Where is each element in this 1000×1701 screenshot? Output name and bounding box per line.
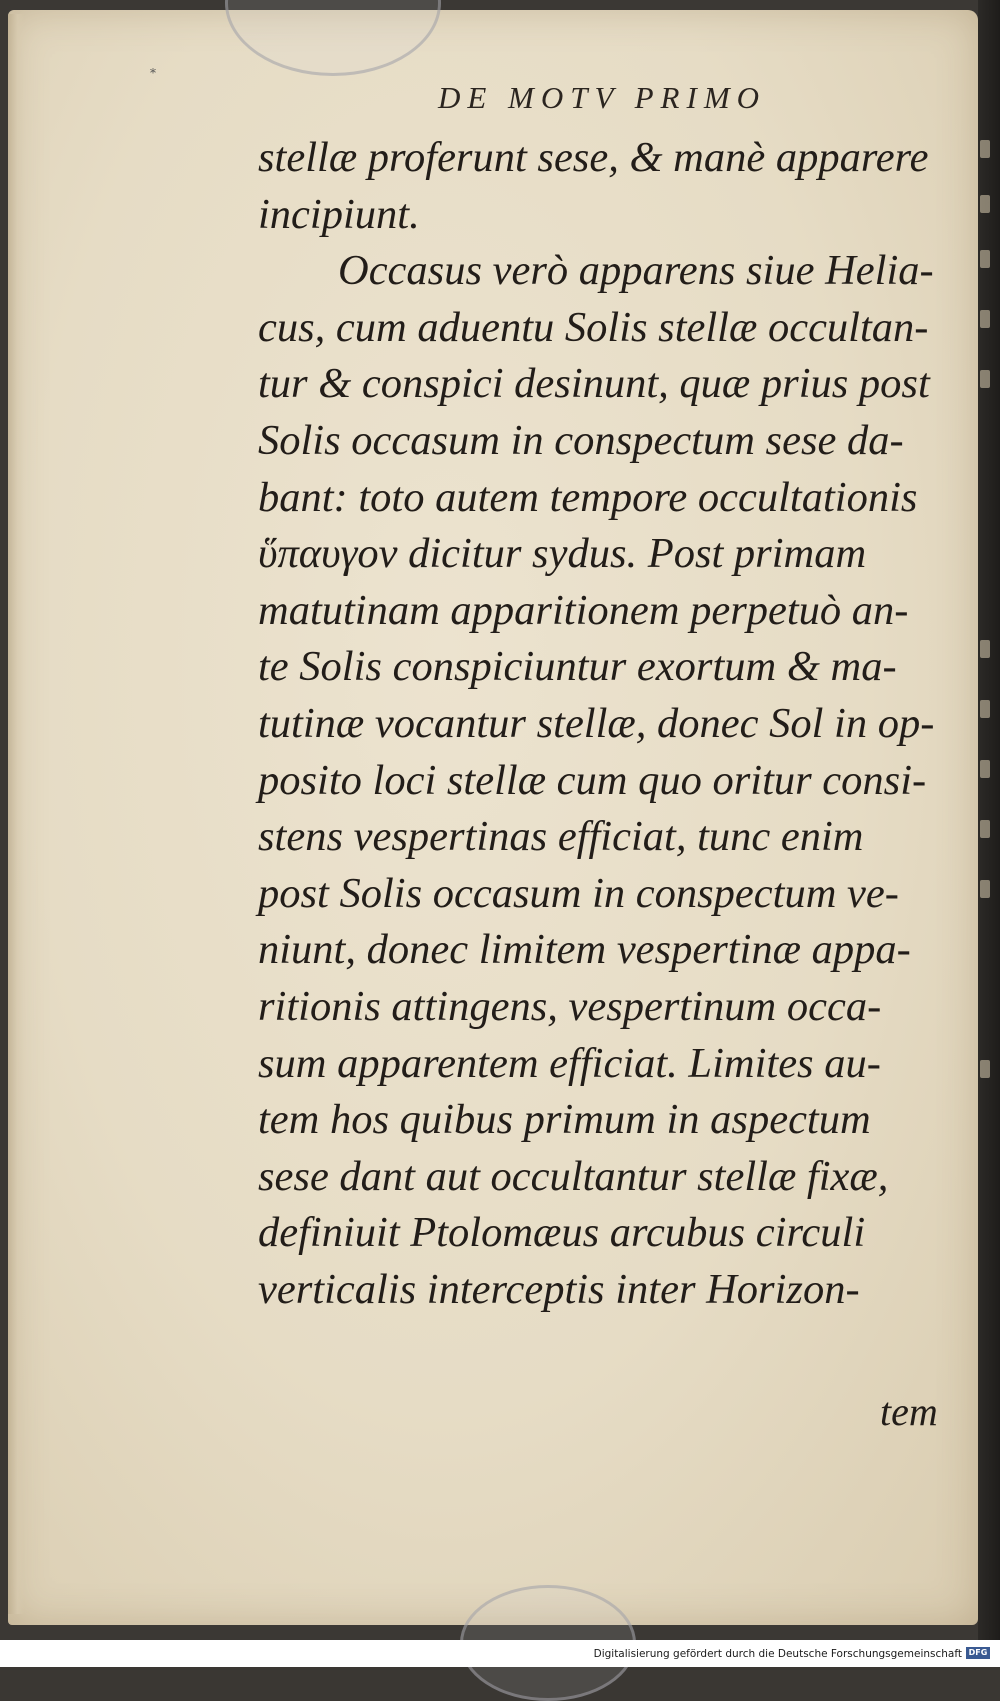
text-line: te Solis conspiciuntur exortum & ma- <box>258 643 897 691</box>
text-line: posito loci stellæ cum quo oritur consi- <box>258 756 927 804</box>
text-line: tur & conspici desinunt, quæ prius post <box>258 360 930 408</box>
funding-notice: Digitalisierung gefördert durch die Deutsche Forschungsgemeinschaft <box>593 1648 962 1660</box>
body-text <box>258 130 948 1318</box>
text-line: stellæ proferunt sese, & manè apparere <box>258 134 929 181</box>
text-line: ritionis attingens, vespertinum occa- <box>258 982 882 1030</box>
text-line: stens vespertinas efficiat, tunc enim <box>258 813 864 861</box>
facing-page-edge <box>978 0 1000 1640</box>
text-line: Occasus verò apparens siue Helia- <box>338 247 934 295</box>
text-line: sese dant aut occultantur stellæ fixæ, <box>258 1152 889 1200</box>
text-line: cus, cum aduentu Solis stellæ occultan- <box>258 303 929 351</box>
text-line: incipiunt. <box>258 190 420 238</box>
page-gutter-shadow <box>8 14 24 1614</box>
text-line: matutinam apparitionem perpetuò an- <box>258 586 909 634</box>
text-line: verticalis interceptis inter Horizon- <box>258 1265 860 1313</box>
text-line: bant: toto autem tempore occultationis <box>258 473 918 521</box>
text-line: tutinæ vocantur stellæ, donec Sol in op- <box>258 699 935 747</box>
text-line: sum apparentem efficiat. Limites au- <box>258 1039 881 1087</box>
running-head: DE MOTV PRIMO <box>437 80 767 115</box>
dfg-logo-icon: DFG <box>966 1647 990 1659</box>
catchword: tem <box>880 1389 938 1434</box>
digitization-footer <box>0 1640 1000 1667</box>
text-line: post Solis occasum in conspectum ve- <box>258 869 899 917</box>
text-line: niunt, donec limitem vespertinæ appa- <box>258 926 911 974</box>
corner-mark: * <box>150 66 156 80</box>
text-line: definiuit Ptolomæus arcubus circuli <box>258 1209 866 1257</box>
text-line: ὕπαυγον dicitur sydus. Post primam <box>258 530 867 578</box>
text-line: tem hos quibus primum in aspectum <box>258 1096 871 1144</box>
text-line: Solis occasum in conspectum sese da- <box>258 416 904 464</box>
